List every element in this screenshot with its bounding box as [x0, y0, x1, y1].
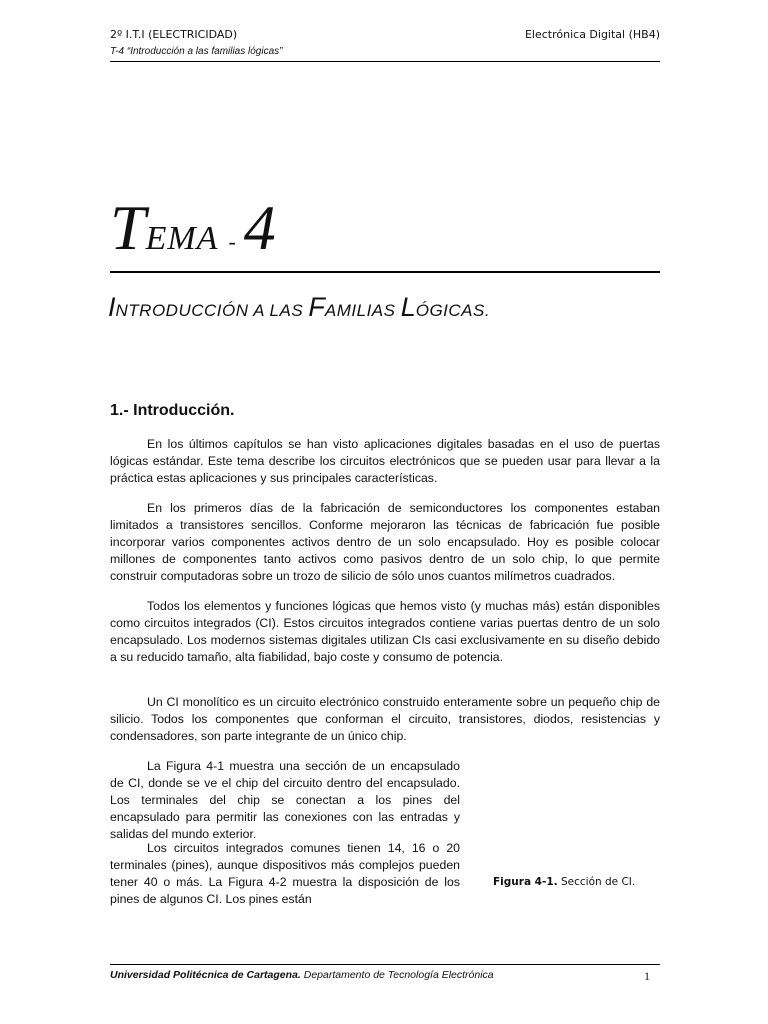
chapter-title-word: EMA — [145, 220, 219, 257]
header-divider — [110, 61, 660, 62]
chapter-subtitle — [108, 294, 490, 321]
paragraph-6: Los circuitos integrados comunes tienen 14, 16 o 20 terminales (pines), aunque dispositivos más complejos pueden tener 40 o más. La Figura 4-2 muestra la disposición de los pines de algunos CI. Los pines están — [110, 841, 460, 906]
paragraph-5: La Figura 4-1 muestra una sección de un encapsulado de CI, donde se ve el chip del circuito dentro del encapsulado. Los terminales del chip se conectan a los pines del encapsulado para permitir las conexiones con las entradas y salidas del mundo exterior. — [110, 759, 460, 841]
paragraph-1: En los últimos capítulos se han visto aplicaciones digitales basadas en el uso de puertas lógicas estándar. Este tema describe los circuitos electrónicos que se pueden usar para llevar a la práctica estas aplicaciones y sus principales características. — [110, 437, 660, 485]
subtitle-initial-1: I — [108, 292, 116, 322]
header-subject: Electrónica Digital (HB4) — [524, 28, 660, 41]
footer-department: Departamento de Tecnología Electrónica — [300, 969, 494, 981]
subtitle-initial-3: L — [400, 292, 416, 322]
footer-divider — [110, 964, 660, 965]
header-course: 2º I.T.I (ELECTRICIDAD) — [110, 28, 238, 41]
figure-caption — [493, 876, 635, 888]
subtitle-part-2: AMILIAS — [324, 301, 401, 320]
title-divider — [110, 271, 660, 273]
paragraph-4: Un CI monolítico es un circuito electrónico construido enteramente sobre un pequeño chip de silicio. Todos los componentes que conforman el circuito, transistores, diodos, resistencias y condensadores, son parte integrante de un único chip. — [110, 695, 660, 743]
chapter-title-dash: - — [228, 229, 236, 254]
paragraph-2: En los primeros días de la fabricación de semiconductores los componentes estaban limitados a transistores sencillos. Conforme mejoraron las técnicas de fabricación fue posible incorporar varios componentes activos dentro de un solo encapsulado. Hoy es posible colocar millones de componentes tanto activos como pasivos dentro de un solo chip, lo que permite construir computadoras sobre un trozo de silicio de sólo unos cuantos milímetros cuadrados. — [110, 501, 660, 583]
figure-caption-text: Sección de CI. — [557, 876, 636, 888]
section-heading: 1.- Introducción. — [110, 402, 235, 419]
footer-university: Universidad Politécnica de Cartagena. — [110, 969, 301, 981]
subtitle-initial-2: F — [308, 292, 325, 322]
subtitle-part-1: NTRODUCCIÓN A LAS — [115, 301, 309, 320]
footer-text — [110, 969, 494, 981]
chapter-title-initial: T — [110, 192, 146, 263]
subtitle-part-3: ÓGICAS. — [415, 301, 491, 320]
header-topic: T-4 “Introducción a las familias lógicas” — [110, 46, 283, 57]
paragraph-3: Todos los elementos y funciones lógicas que hemos visto (y muchas más) están disponibles como circuitos integrados (CI). Estos circuitos integrados contiene varias puertas dentro de un solo encapsulado. Los modernos sistemas digitales utilizan CIs casi exclusivamente en su diseño debido a su reducido tamaño, alta fiabilidad, bajo coste y consumo de potencia. — [110, 599, 660, 664]
chapter-number: 4 — [243, 192, 276, 263]
chapter-title — [110, 192, 276, 263]
page-number: 1 — [644, 969, 650, 983]
figure-label: Figura 4-1. — [493, 876, 558, 888]
